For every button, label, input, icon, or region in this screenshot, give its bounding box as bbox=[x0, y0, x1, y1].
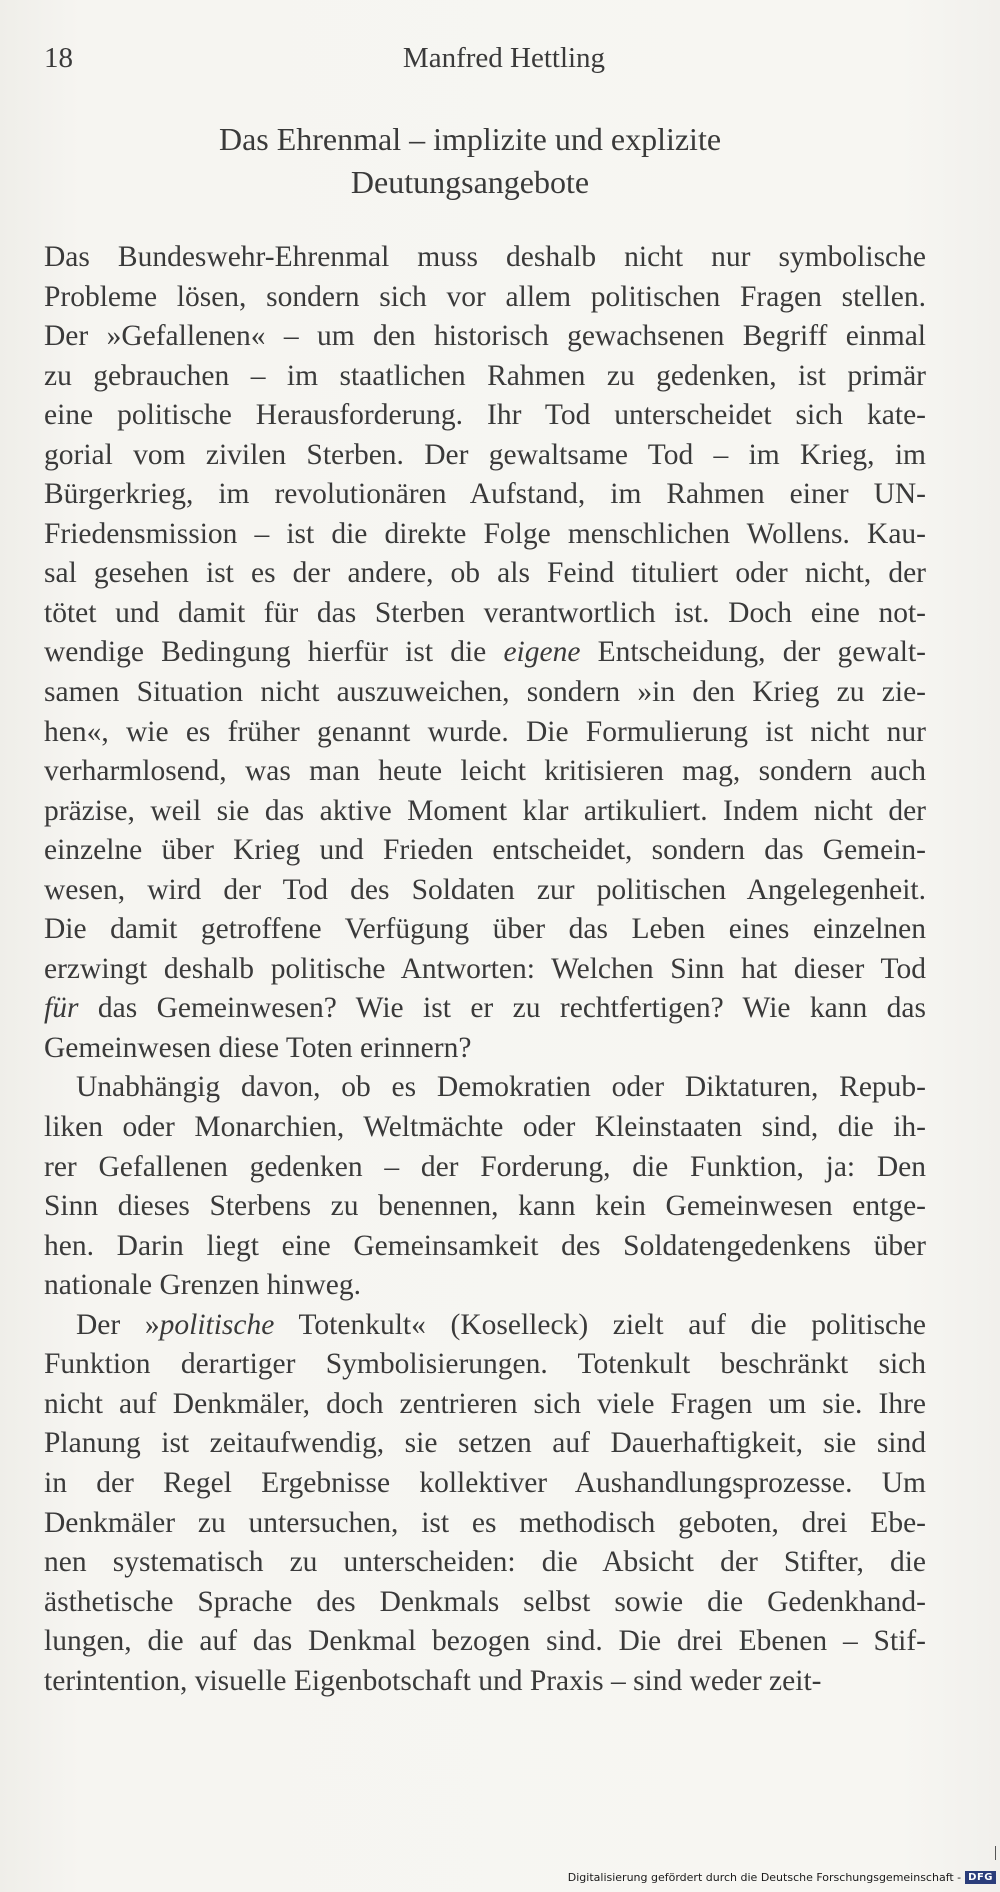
page-edge-mark bbox=[995, 1846, 996, 1860]
paragraph bbox=[44, 1068, 926, 1305]
text-line: samen Situation nicht auszuweichen, sondern »in den Krieg zu zie- bbox=[44, 676, 926, 709]
text-line: terintention, visuelle Eigenbotschaft und Praxis – sind weder zeit- bbox=[44, 1664, 822, 1697]
text-line: wendige Bedingung hierfür ist die eigene Entscheidung, der gewalt- bbox=[44, 636, 927, 669]
text-line: nationale Grenzen hinweg. bbox=[44, 1269, 361, 1302]
text-line: liken oder Monarchien, Weltmächte oder Kleinstaaten sind, die ih- bbox=[44, 1111, 926, 1144]
body-text bbox=[44, 238, 926, 1701]
text-line: Funktion derartiger Symbolisierungen. Totenkult beschränkt sich bbox=[44, 1348, 926, 1381]
text-line: Das Bundeswehr-Ehrenmal muss deshalb nicht nur symbolische bbox=[44, 241, 926, 273]
text-line: rer Gefallenen gedenken – der Forderung, die Funktion, ja: Den bbox=[44, 1150, 926, 1183]
text-line: in der Regel Ergebnisse kollektiver Aushandlungsprozesse. Um bbox=[44, 1466, 926, 1499]
text-line: gorial vom zivilen Sterben. Der gewaltsame Tod – im Krieg, im bbox=[44, 438, 926, 471]
section-heading-line: Das Ehrenmal – implizite und explizite bbox=[218, 121, 722, 157]
text-line: für das Gemeinwesen? Wie ist er zu rechtfertigen? Wie kann das bbox=[44, 992, 926, 1025]
text-line: hen«, wie es früher genannt wurde. Die Formulierung ist nicht nur bbox=[44, 715, 926, 748]
text-line: wesen, wird der Tod des Soldaten zur politischen Angelegenheit. bbox=[44, 873, 926, 906]
text-line: Friedensmission – ist die direkte Folge menschlichen Wollens. Kau- bbox=[44, 517, 926, 550]
text-line: tötet und damit für das Sterben verantwortlich ist. Doch eine not- bbox=[44, 596, 926, 629]
text-line: erzwingt deshalb politische Antworten: Welchen Sinn hat dieser Tod bbox=[44, 952, 926, 985]
page-number: 18 bbox=[44, 42, 73, 74]
text-line: Gemeinwesen diese Toten erinnern? bbox=[44, 1031, 472, 1064]
running-head-author: Manfred Hettling bbox=[402, 42, 606, 74]
text-line: Der »politische Totenkult« (Koselleck) zielt auf die politische bbox=[76, 1308, 926, 1341]
text-line: Unabhängig davon, ob es Demokratien oder Diktaturen, Repub- bbox=[76, 1071, 926, 1104]
text-line: verharmlosend, was man heute leicht kritisieren mag, sondern auch bbox=[44, 755, 926, 788]
text-line: Der »Gefallenen« – um den historisch gewachsenen Begriff einmal bbox=[44, 320, 926, 353]
digitization-credit: Digitalisierung gefördert durch die Deutsche Forschungsgemeinschaft - bbox=[567, 1871, 962, 1884]
running-head bbox=[44, 42, 924, 82]
text-line: präzise, weil sie das aktive Moment klar artikuliert. Indem nicht der bbox=[44, 794, 926, 827]
text-line: eine politische Herausforderung. Ihr Tod unterscheidet sich kate- bbox=[44, 399, 926, 432]
text-line: Bürgerkrieg, im revolutionären Aufstand, im Rahmen einer UN- bbox=[44, 478, 926, 511]
text-line: zu gebrauchen – im staatlichen Rahmen zu gedenken, ist primär bbox=[44, 359, 926, 392]
section-heading bbox=[140, 118, 800, 204]
section-heading-line: Deutungsangebote bbox=[350, 164, 590, 200]
text-line: hen. Darin liegt eine Gemeinsamkeit des Soldatengedenkens über bbox=[44, 1229, 926, 1262]
text-line: Sinn dieses Sterbens zu benennen, kann kein Gemeinwesen entge- bbox=[44, 1190, 926, 1223]
text-line: Planung ist zeitaufwendig, sie setzen auf Dauerhaftigkeit, sie sind bbox=[44, 1427, 926, 1460]
text-line: Denkmäler zu untersuchen, ist es methodisch geboten, drei Ebe- bbox=[44, 1506, 926, 1539]
text-line: einzelne über Krieg und Frieden entscheidet, sondern das Gemein- bbox=[44, 834, 926, 867]
text-line: nen systematisch zu unterscheiden: die Absicht der Stifter, die bbox=[44, 1546, 926, 1579]
dfg-logo-icon: DFG bbox=[965, 1871, 996, 1884]
digitization-footer bbox=[568, 1871, 996, 1884]
paragraph bbox=[44, 238, 926, 1068]
text-line: Probleme lösen, sondern sich vor allem politischen Fragen stellen. bbox=[44, 280, 926, 313]
text-line: sal gesehen ist es der andere, ob als Feind tituliert oder nicht, der bbox=[44, 557, 926, 590]
paragraph bbox=[44, 1306, 926, 1701]
text-line: ästhetische Sprache des Denkmals selbst sowie die Gedenkhand- bbox=[44, 1585, 926, 1618]
text-line: lungen, die auf das Denkmal bezogen sind. Die drei Ebenen – Stif- bbox=[44, 1625, 926, 1658]
text-line: nicht auf Denkmäler, doch zentrieren sich viele Fragen um sie. Ihre bbox=[44, 1387, 926, 1420]
text-line: Die damit getroffene Verfügung über das Leben eines einzelnen bbox=[44, 913, 926, 946]
